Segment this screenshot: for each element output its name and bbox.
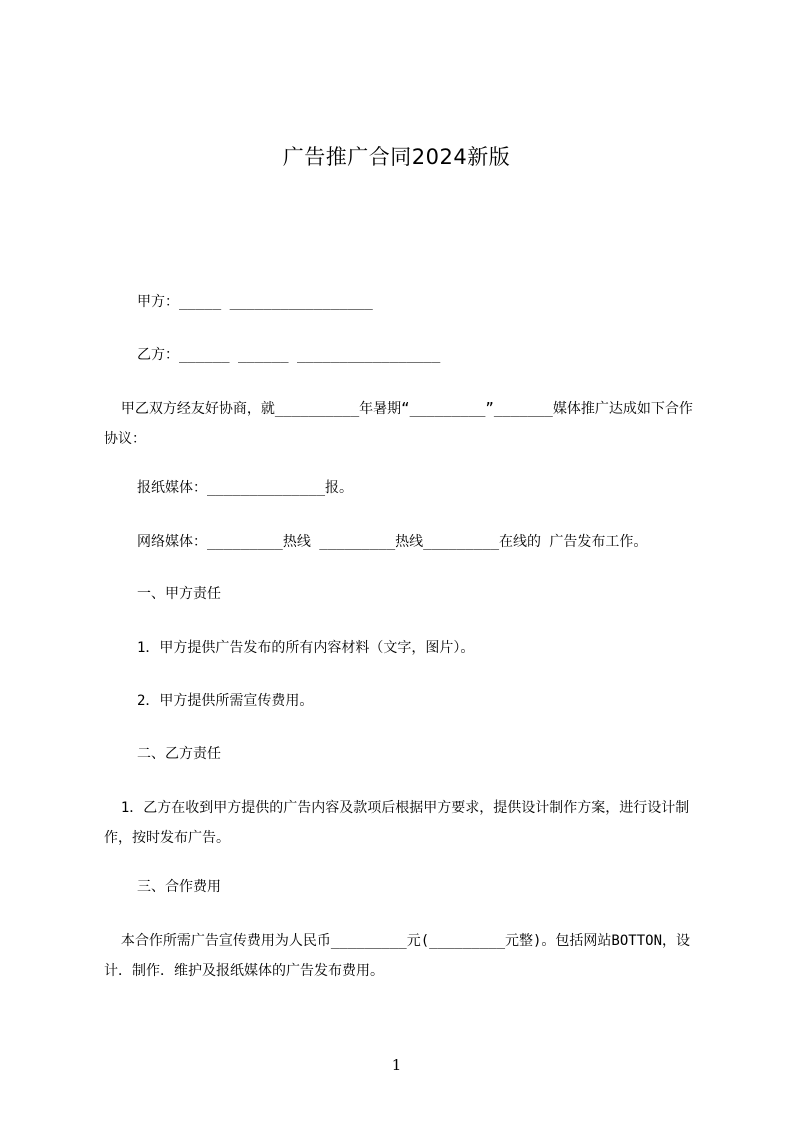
party-a-item-1: 1．甲方提供广告发布的所有内容材料（文字，图片）。: [137, 640, 475, 656]
party-a-line: 甲方：_____ _________________: [137, 294, 373, 310]
document-title: 广告推广合同2024新版: [282, 145, 511, 169]
section-heading-party-a: 一、甲方责任: [137, 586, 221, 602]
section-heading-fees: 三、合作费用: [137, 879, 221, 895]
party-a-item-2: 2．甲方提供所需宣传费用。: [137, 693, 314, 709]
newspaper-media-line: 报纸媒体：______________报。: [137, 480, 354, 496]
fees-item-1: 本合作所需广告宣传费用为人民币_________元(_________元整)。包括网站BOTTON，设计．制作．维护及报纸媒体的广告发布费用。: [104, 933, 691, 979]
agreement-intro: 甲乙双方经友好协商，就__________年暑期“_________”_______媒体推广达成如下合作协议：: [104, 401, 693, 447]
page-number: 1: [391, 1056, 402, 1074]
section-heading-party-b: 二、乙方责任: [137, 746, 221, 762]
network-media-line: 网络媒体：_________热线 _________热线_________在线的 广告发布工作。: [137, 534, 648, 550]
party-b-line: 乙方：______ ______ _________________: [137, 347, 441, 363]
party-b-item-1: 1．乙方在收到甲方提供的广告内容及款项后根据甲方要求，提供设计制作方案，进行设计制作，按时发布广告。: [104, 800, 690, 846]
